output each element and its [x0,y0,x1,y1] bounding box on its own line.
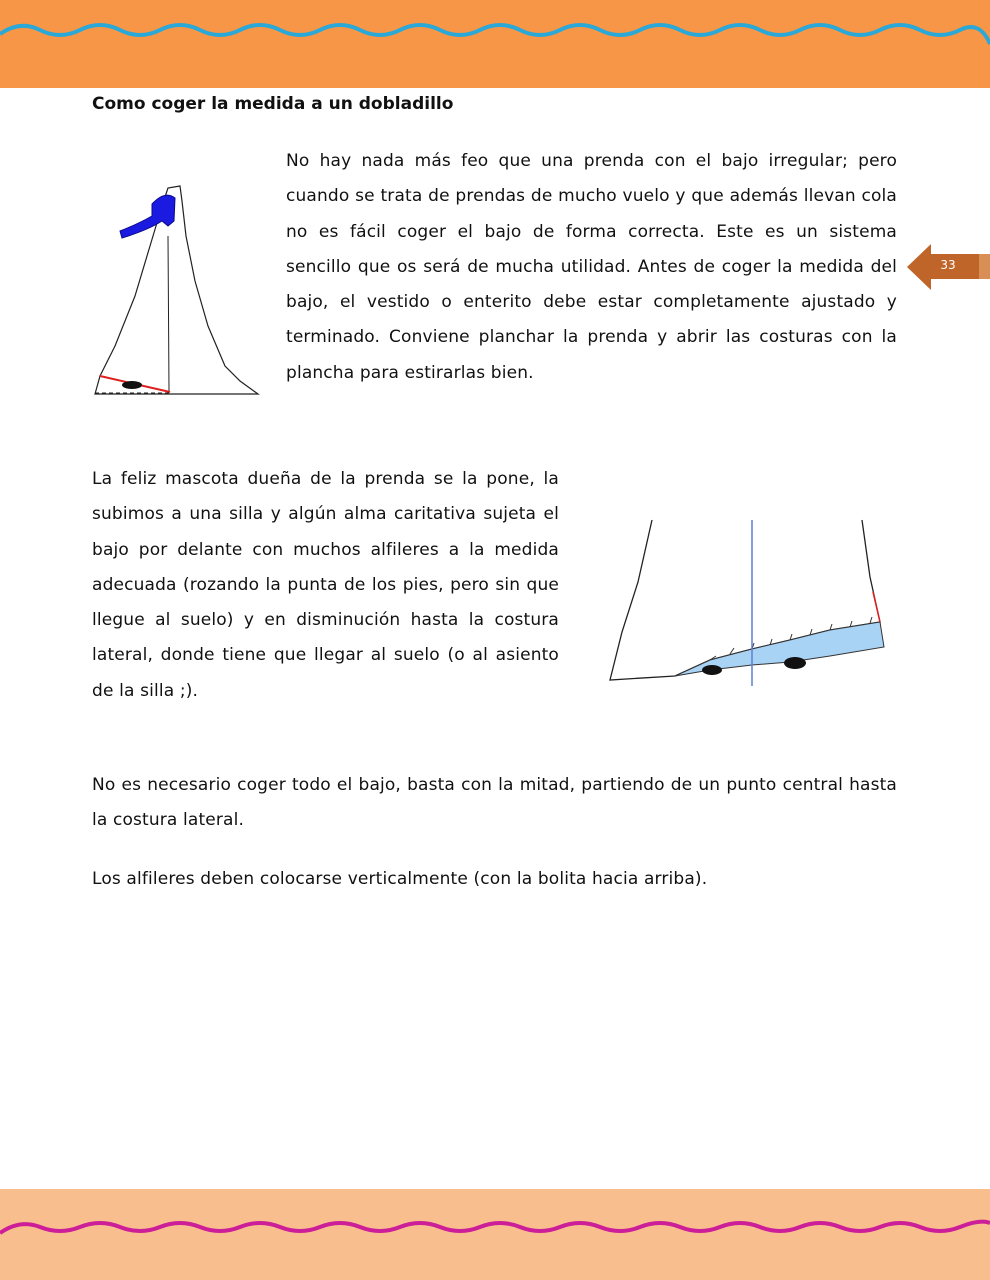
paragraph-4: Los alfileres deben colocarse verticalmente (con la bolita hacia arriba). [92,869,708,889]
header-wave-decoration [0,0,990,88]
paragraph-3: No es necesario coger todo el bajo, basta con la mitad, partiendo de un punto central hasta la costura lateral. [92,775,897,831]
footer-wave-decoration [0,1189,990,1280]
page-number: 33 [940,258,956,272]
header-band [0,0,990,88]
footer-band [0,1189,990,1280]
dress-figure-illustration [90,176,270,401]
page-title: Como coger la medida a un dobladillo [92,94,454,114]
paragraph-1: No hay nada más feo que una prenda con el bajo irregular; pero cuando se trata de prendas de mucho vuelo y que además llevan cola no es fácil coger el bajo de forma correcta. Este es un sistema sencillo que os será de mucha utilidad. Antes de coger la medida del bajo, el vestido o enterito debe estar completamente ajustado y terminado. Conviene planchar la prenda y abrir las costuras con la plancha para estirarlas bien. [286,151,897,383]
hem-detail-illustration [580,512,890,692]
paragraph-2: La feliz mascota dueña de la prenda se la pone, la subimos a una silla y algún alma caritativa sujeta el bajo por delante con muchos alfileres a la medida adecuada (rozando la punta de los pies, pero sin que llegue al suelo) y en disminución hasta la costura lateral, donde tiene que llegar al suelo (o al asiento de la silla ;). [92,469,559,701]
